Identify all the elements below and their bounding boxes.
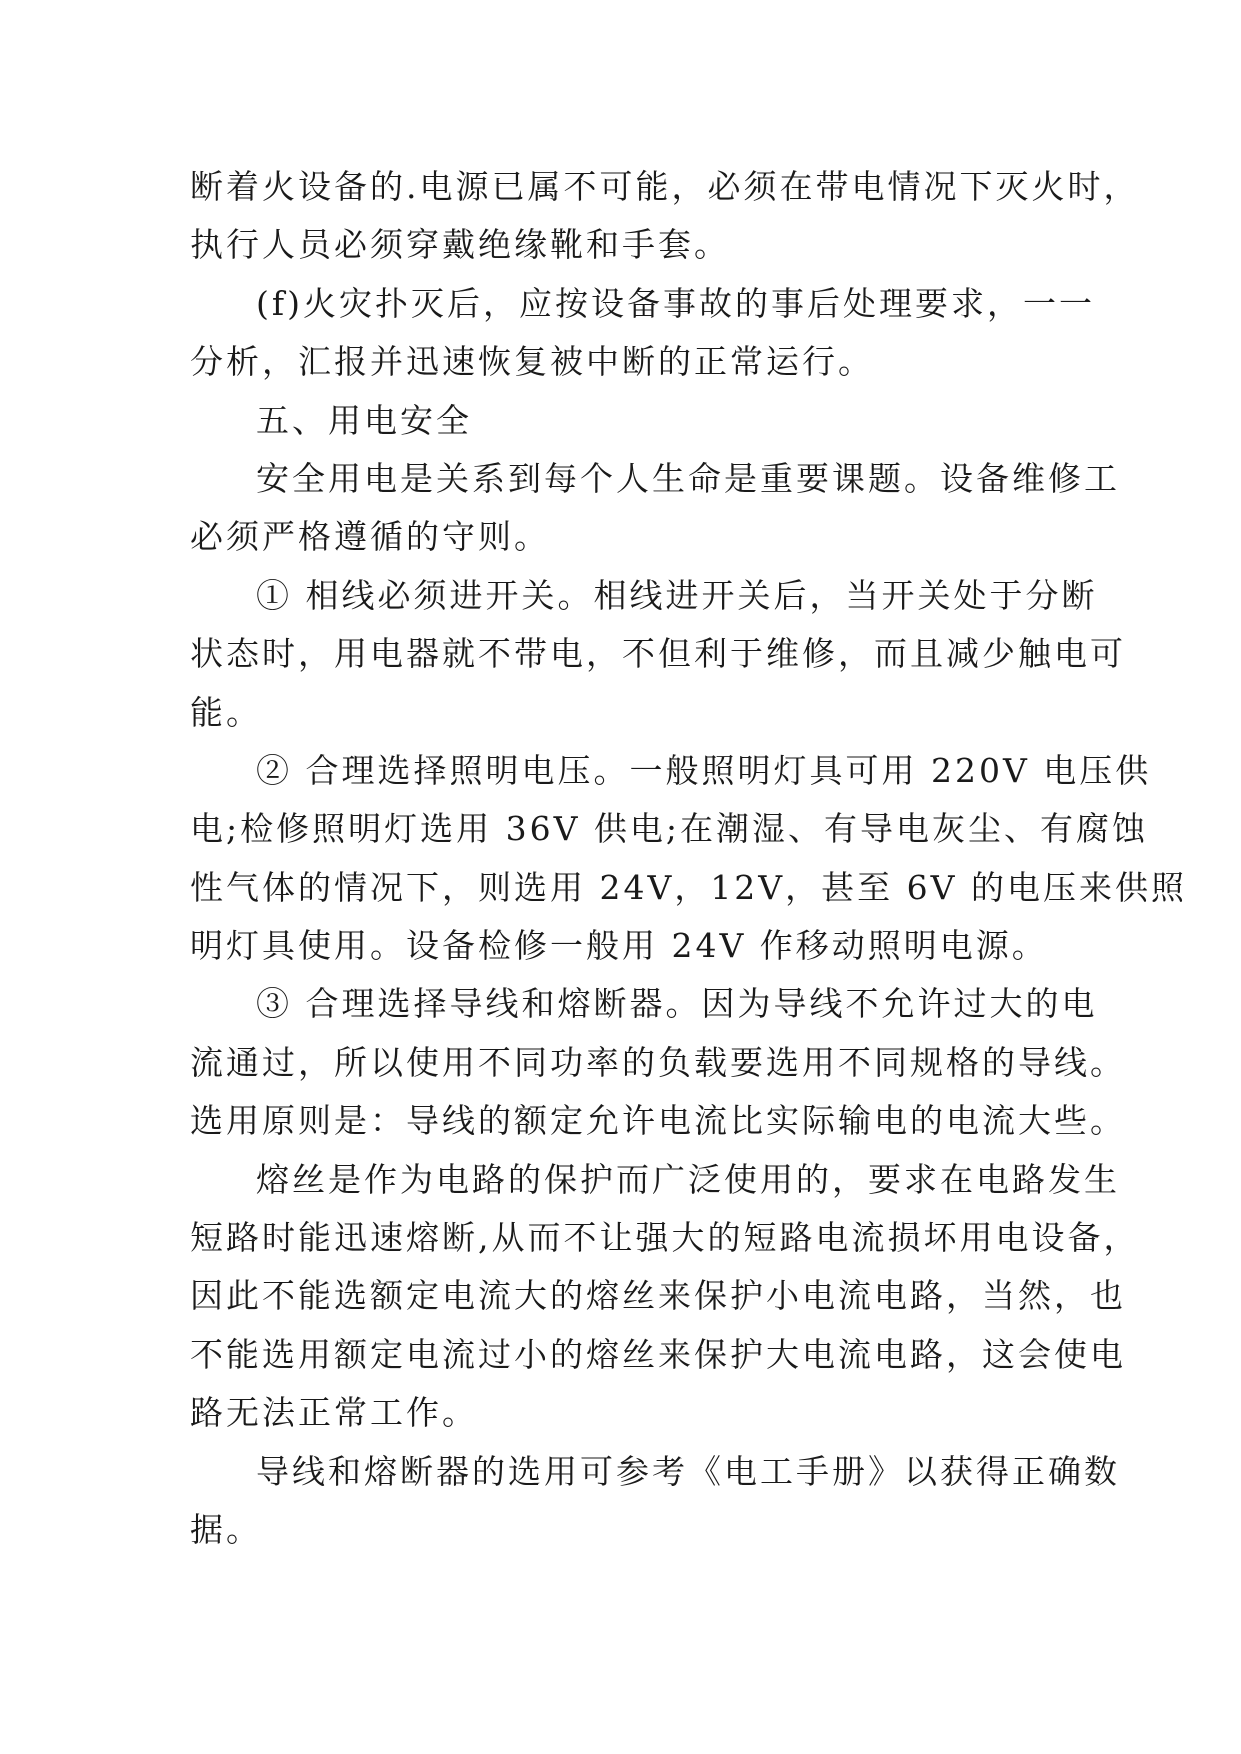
text-line: 明灯具使用。设备检修一般用 24V 作移动照明电源。 (190, 926, 1048, 966)
text-line: 导线和熔断器的选用可参考《电工手册》以获得正确数 (256, 1451, 1120, 1491)
text-line: 选用原则是：导线的额定允许电流比实际输电的电流大些。 (190, 1101, 1126, 1141)
section-heading: 五、用电安全 (256, 400, 472, 440)
text-line: 必须严格遵循的守则。 (190, 517, 550, 557)
text-line: 短路时能迅速熔断,从而不让强大的短路电流损坏用电设备， (190, 1218, 1140, 1258)
text-line: 分析，汇报并迅速恢复被中断的正常运行。 (190, 342, 874, 382)
text-line: ② 合理选择照明电压。一般照明灯具可用 220V 电压供 (256, 750, 1152, 790)
text-line: 流通过，所以使用不同功率的负载要选用不同规格的导线。 (190, 1042, 1126, 1082)
text-line: 路无法正常工作。 (190, 1393, 478, 1433)
text-line: 据。 (190, 1509, 262, 1549)
text-line: ③ 合理选择导线和熔断器。因为导线不允许过大的电 (256, 984, 1098, 1024)
text-line: 断着火设备的.电源已属不可能，必须在带电情况下灭火时， (190, 167, 1140, 206)
text-line: ① 相线必须进开关。相线进开关后，当开关处于分断 (256, 575, 1098, 615)
text-line: (f)火灾扑灭后，应按设备事故的事后处理要求，一一 (256, 283, 1095, 323)
text-line: 性气体的情况下，则选用 24V，12V，甚至 6V 的电压来供照 (190, 867, 1187, 907)
text-line: 因此不能选额定电流大的熔丝来保护小电流电路，当然，也 (190, 1276, 1126, 1316)
text-line: 电;检修照明灯选用 36V 供电;在潮湿、有导电灰尘、有腐蚀 (190, 809, 1149, 849)
text-line: 执行人员必须穿戴绝缘靴和手套。 (190, 225, 730, 265)
document-body (190, 158, 1187, 1559)
text-line: 熔丝是作为电路的保护而广泛使用的，要求在电路发生 (256, 1159, 1120, 1199)
text-line: 不能选用额定电流过小的熔丝来保护大电流电路，这会使电 (190, 1334, 1126, 1374)
text-line: 安全用电是关系到每个人生命是重要课题。设备维修工 (256, 458, 1120, 498)
text-line: 状态时，用电器就不带电，不但利于维修，而且减少触电可 (190, 634, 1126, 674)
text-line: 能。 (190, 692, 262, 732)
